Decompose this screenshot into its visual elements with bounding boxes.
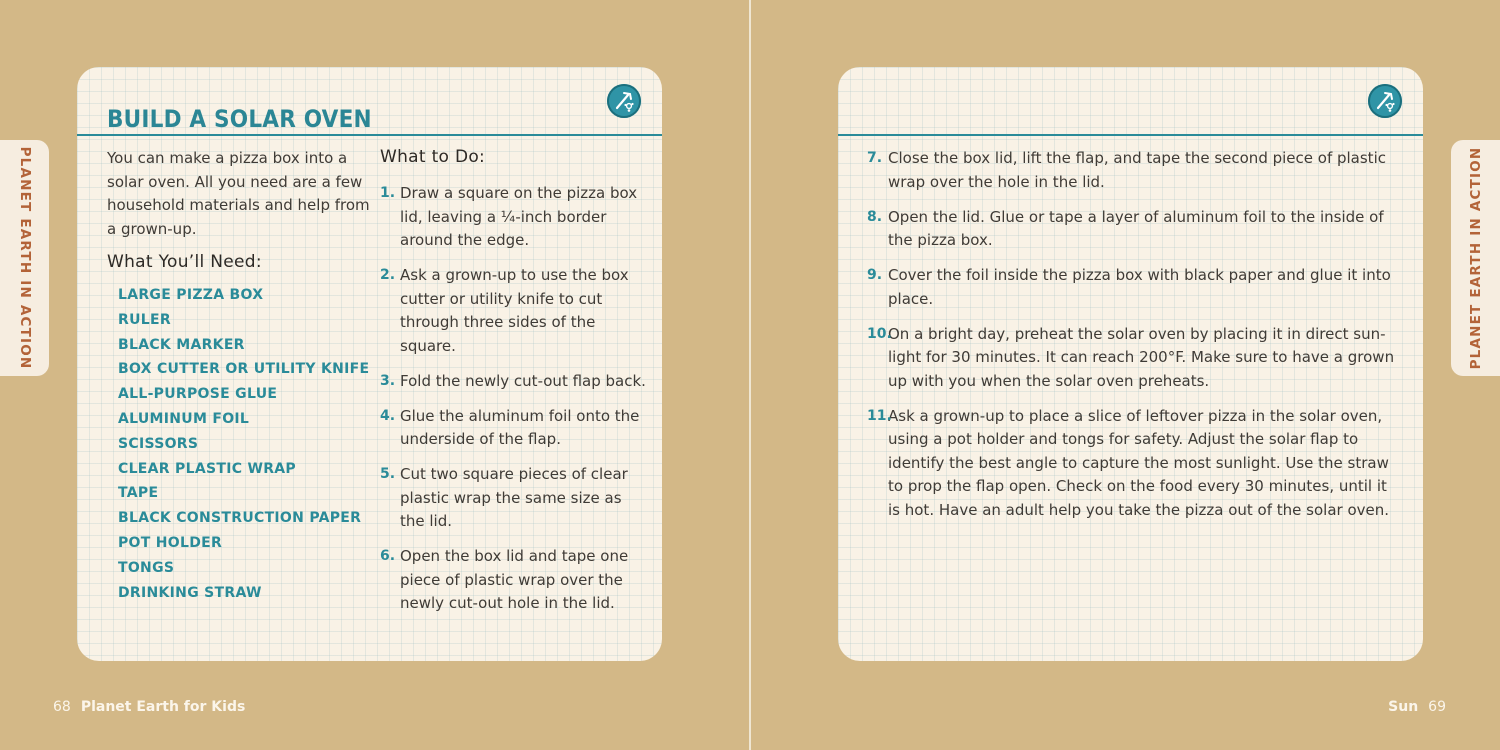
- list-item: TONGS: [118, 559, 175, 576]
- materials-heading: What You’ll Need:: [107, 252, 262, 272]
- activity-card: [838, 67, 1423, 661]
- list-item: ALUMINUM FOIL: [118, 410, 250, 427]
- left-page: [0, 0, 749, 750]
- step-text: Fold the newly cut-out flap back.: [400, 371, 646, 390]
- list-item: ALL-PURPOSE GLUE: [118, 386, 278, 403]
- step-number: 10.: [867, 325, 892, 342]
- step-number: 11.: [867, 407, 892, 424]
- title-rule: [77, 134, 662, 136]
- step-text: Draw a square on the pizza box lid, leaving a ¼-inch border around the edge.: [400, 184, 638, 249]
- step-item: [867, 405, 1397, 523]
- step-number: 9.: [867, 267, 883, 283]
- book-title: Planet Earth for Kids: [80, 699, 246, 715]
- tools-activity-icon: [1368, 84, 1402, 118]
- intro-paragraph: You can make a pizza box into a solar oven. All you need are a few household materials and help from a grown-up.: [107, 149, 370, 238]
- list-item: BOX CUTTER OR UTILITY KNIFE: [118, 361, 370, 378]
- side-tab: [0, 140, 49, 376]
- side-tab: [1451, 140, 1500, 376]
- step-text: Cover the foil inside the pizza box with black paper and glue it into place.: [888, 266, 1391, 308]
- step-number: 2.: [380, 267, 396, 283]
- right-page: [751, 0, 1500, 750]
- step-number: 6.: [380, 548, 396, 564]
- step-text: Open the box lid and tape one piece of plastic wrap over the newly cut-out hole in the lid.: [400, 547, 629, 612]
- side-tab-label: PLANET EARTH IN ACTION: [1467, 146, 1484, 370]
- side-tab-label: PLANET EARTH IN ACTION: [16, 146, 33, 370]
- step-item: [380, 182, 648, 253]
- step-item: [380, 264, 648, 358]
- step-item: [380, 370, 648, 394]
- materials-list: [118, 283, 369, 605]
- step-item: [867, 323, 1397, 394]
- step-item: [867, 206, 1397, 253]
- steps-list: [380, 182, 648, 627]
- step-number: 7.: [867, 150, 883, 166]
- list-item: RULER: [118, 311, 171, 328]
- steps-heading: What to Do:: [380, 147, 486, 167]
- step-number: 5.: [380, 466, 396, 482]
- list-item: BLACK CONSTRUCTION PAPER: [118, 510, 362, 527]
- step-text: Ask a grown-up to use the box cutter or utility knife to cut through three sides of the square.: [400, 266, 629, 355]
- list-item: SCISSORS: [118, 435, 199, 452]
- title-rule: [838, 134, 1423, 136]
- step-number: 3.: [380, 372, 396, 389]
- list-item: POT HOLDER: [118, 534, 223, 551]
- page-number: 68: [53, 699, 71, 715]
- step-item: [867, 264, 1397, 311]
- list-item: DRINKING STRAW: [118, 584, 262, 601]
- step-item: [380, 405, 648, 452]
- list-item: CLEAR PLASTIC WRAP: [118, 460, 296, 477]
- step-number: 4.: [380, 407, 396, 424]
- section-name: Sun: [1388, 699, 1419, 715]
- step-text: Close the box lid, lift the flap, and tape the second piece of plastic wrap over the hole in the lid.: [888, 149, 1386, 191]
- step-item: [867, 147, 1397, 194]
- activity-card: [77, 67, 662, 661]
- list-item: LARGE PIZZA BOX: [118, 287, 264, 303]
- steps-list: [867, 147, 1397, 534]
- step-text: Open the lid. Glue or tape a layer of aluminum foil to the inside of the pizza box.: [888, 207, 1384, 249]
- step-item: [380, 545, 648, 616]
- page-footer: [1388, 699, 1446, 715]
- step-text: On a bright day, preheat the solar oven by placing it in direct sun-light for 30 minutes. It can reach 200°F. Make sure to have a grown up with you when the solar oven preheats.: [888, 324, 1395, 390]
- step-text: Cut two square pieces of clear plastic wrap the same size as the lid.: [400, 465, 628, 530]
- activity-title: BUILD A SOLAR OVEN: [107, 105, 372, 133]
- page-number: 69: [1428, 699, 1446, 715]
- step-number: 1.: [380, 185, 396, 201]
- step-text: Glue the aluminum foil onto the underside of the flap.: [400, 406, 640, 448]
- step-text: Ask a grown-up to place a slice of leftover pizza in the solar oven, using a pot holder and tongs for safety. Adjust the solar flap to identify the best angle to capture the most sunlight. Use the straw to prop the flap open. Check on the food every 30 minutes, until it is hot. Have an adult help you take the pizza out of the solar oven.: [888, 406, 1390, 519]
- page-footer: [53, 699, 245, 715]
- list-item: TAPE: [118, 485, 159, 502]
- step-number: 8.: [867, 208, 883, 225]
- step-item: [380, 463, 648, 534]
- list-item: BLACK MARKER: [118, 336, 245, 353]
- tools-activity-icon: [607, 84, 641, 118]
